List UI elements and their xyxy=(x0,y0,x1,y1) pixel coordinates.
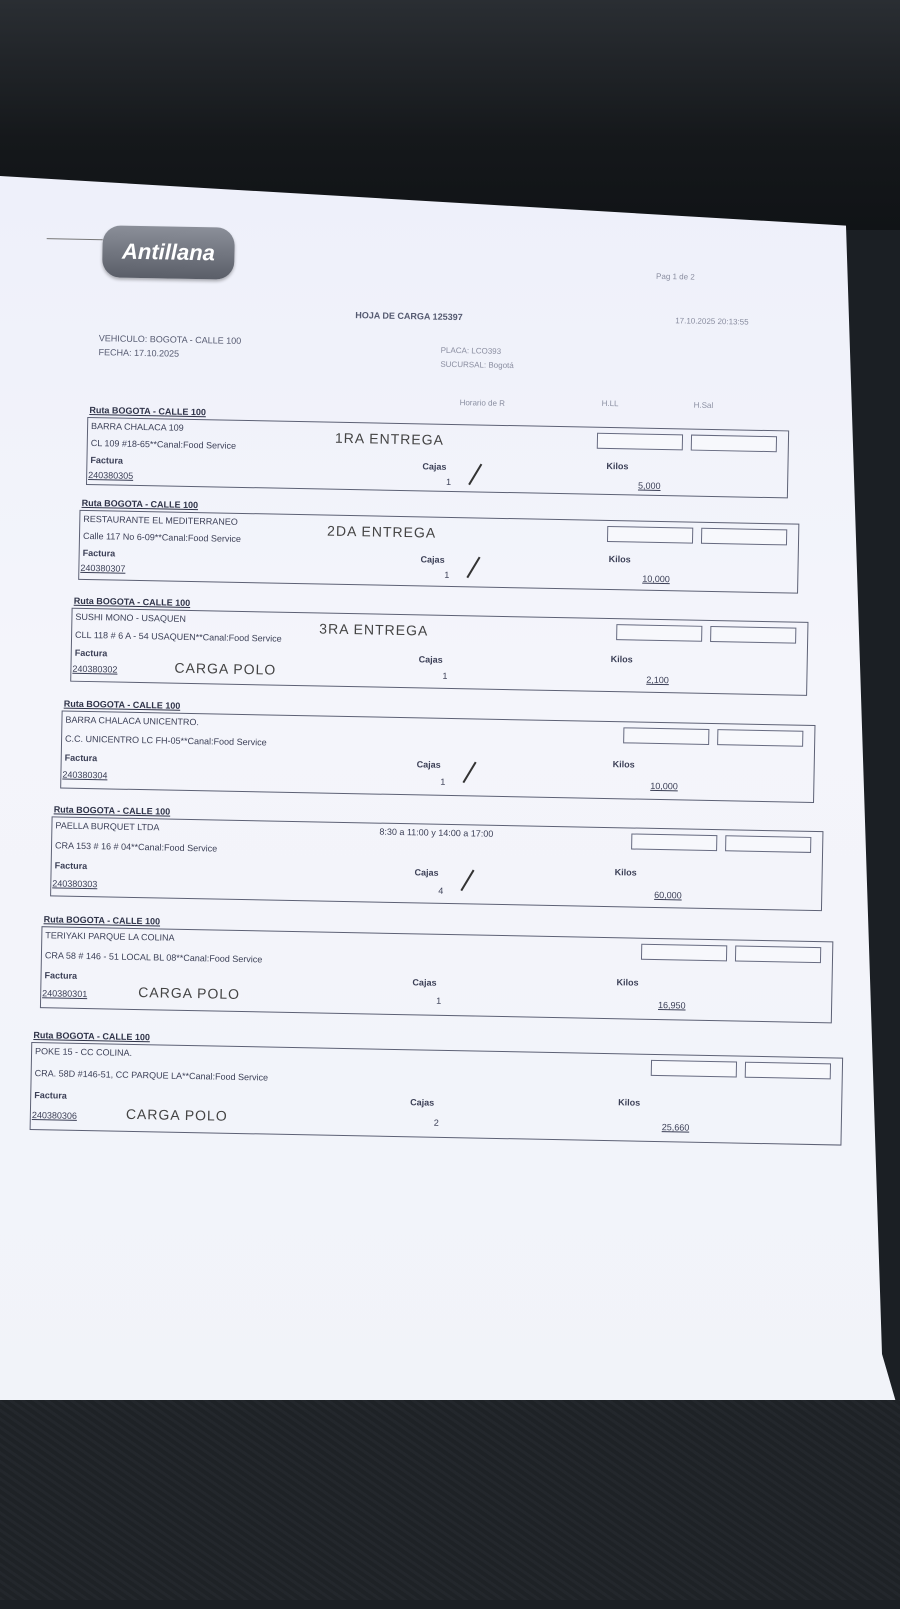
boxes-value: 1 xyxy=(440,776,446,787)
boxes-label: Cajas xyxy=(420,554,445,565)
order-client: TERIYAKI PARQUE LA COLINA xyxy=(45,930,175,943)
invoice-number: 240380301 xyxy=(42,988,88,1000)
order-route: Ruta BOGOTA - CALLE 100 xyxy=(73,595,191,608)
boxes-label: Cajas xyxy=(414,867,439,878)
order-address: CL 109 #18-65**Canal:Food Service xyxy=(90,438,237,451)
arrival-time-cell[interactable] xyxy=(631,833,717,851)
vehicle-line xyxy=(99,333,242,346)
kilos-label: Kilos xyxy=(612,759,635,770)
column-hll: H.LL xyxy=(601,398,619,409)
invoice-number: 240380307 xyxy=(80,562,126,574)
boxes-value: 1 xyxy=(446,476,452,487)
date-label: FECHA: xyxy=(98,347,132,358)
order-route: Ruta BOGOTA - CALLE 100 xyxy=(43,914,161,927)
vehicle-label: VEHICULO: xyxy=(98,333,148,345)
delivery-window: 8:30 a 11:00 y 14:00 a 17:00 xyxy=(379,826,494,839)
arrival-time-cell[interactable] xyxy=(641,944,727,962)
order-route: Ruta BOGOTA - CALLE 100 xyxy=(63,698,181,711)
kilos-value: 60,000 xyxy=(654,889,682,901)
page-number: Pag 1 de 2 xyxy=(656,271,695,282)
plate-value: LCO393 xyxy=(471,346,502,356)
invoice-number: 240380305 xyxy=(88,469,134,481)
order-address: C.C. UNICENTRO LC FH-05**Canal:Food Service xyxy=(65,733,267,748)
departure-time-cell[interactable] xyxy=(710,626,796,644)
invoice-label: Factura xyxy=(82,547,116,559)
boxes-value: 4 xyxy=(438,885,444,896)
handwritten-carga-polo: CARGA POLO xyxy=(125,1105,228,1124)
document-title: HOJA DE CARGA 125397 xyxy=(355,310,463,323)
plate-label: PLACA: xyxy=(440,345,470,356)
branch-line xyxy=(440,360,514,370)
order-client: RESTAURANTE EL MEDITERRANEO xyxy=(83,513,238,527)
company-logo: Antillana xyxy=(102,225,235,280)
branch-label: SUCURSAL: xyxy=(440,359,487,370)
kilos-label: Kilos xyxy=(606,460,629,472)
order-route: Ruta BOGOTA - CALLE 100 xyxy=(53,804,171,817)
kilos-label: Kilos xyxy=(608,554,631,565)
order-client: PAELLA BURQUET LTDA xyxy=(55,820,160,833)
boxes-label: Cajas xyxy=(412,977,437,988)
invoice-number: 240380302 xyxy=(72,663,118,675)
handwritten-delivery-order: 1RA ENTREGA xyxy=(334,429,445,448)
kilos-value: 10,000 xyxy=(642,573,670,585)
kilos-label: Kilos xyxy=(610,654,633,665)
invoice-label: Factura xyxy=(64,752,98,764)
kilos-label: Kilos xyxy=(618,1097,641,1108)
handwritten-delivery-order: 2DA ENTREGA xyxy=(326,522,437,541)
arrival-time-cell[interactable] xyxy=(651,1060,737,1078)
arrival-time-cell[interactable] xyxy=(616,624,702,642)
invoice-number: 240380303 xyxy=(52,878,98,890)
boxes-label: Cajas xyxy=(422,461,447,472)
invoice-number: 240380306 xyxy=(31,1110,78,1121)
order-client: BARRA CHALACA UNICENTRO. xyxy=(65,714,200,728)
date-value: 17.10.2025 xyxy=(133,347,180,359)
order-client: POKE 15 - CC COLINA. xyxy=(35,1046,133,1058)
branch-value: Bogotá xyxy=(488,360,514,371)
order-block xyxy=(0,1029,895,1133)
column-hsal: H.Sal xyxy=(693,400,714,410)
kilos-value: 2,100 xyxy=(646,674,669,686)
boxes-label: Cajas xyxy=(416,759,441,770)
arrival-time-cell[interactable] xyxy=(623,727,709,745)
order-address: CRA. 58D #146-51, CC PARQUE LA**Canal:Food Service xyxy=(34,1068,269,1083)
departure-time-cell[interactable] xyxy=(691,435,777,453)
kilos-value: 5,000 xyxy=(637,480,661,491)
order-block xyxy=(2,697,900,792)
handwritten-delivery-order: 3RA ENTREGA xyxy=(319,620,429,639)
departure-time-cell[interactable] xyxy=(735,946,821,964)
boxes-value: 1 xyxy=(442,670,448,681)
column-horario: Horario de R xyxy=(459,398,506,408)
order-address: Calle 117 No 6-09**Canal:Food Service xyxy=(82,530,241,544)
arrival-time-cell[interactable] xyxy=(607,526,693,544)
arrival-time-cell[interactable] xyxy=(597,433,683,451)
invoice-label: Factura xyxy=(74,647,108,659)
logo-rule xyxy=(47,238,103,240)
invoice-label: Factura xyxy=(90,455,124,466)
handwritten-carga-polo: CARGA POLO xyxy=(138,984,241,1003)
boxes-value: 1 xyxy=(444,569,450,580)
order-route: Ruta BOGOTA - CALLE 100 xyxy=(89,405,207,418)
kilos-value: 10,000 xyxy=(650,780,678,792)
boxes-label: Cajas xyxy=(410,1097,435,1108)
vehicle-value: BOGOTA - CALLE 100 xyxy=(149,334,242,346)
invoice-label: Factura xyxy=(44,970,78,981)
departure-time-cell[interactable] xyxy=(717,729,803,747)
order-address: CRA 153 # 16 # 04**Canal:Food Service xyxy=(54,840,218,854)
invoice-number: 240380304 xyxy=(62,769,108,781)
boxes-value: 1 xyxy=(436,995,442,1006)
kilos-value: 25,660 xyxy=(661,1122,690,1133)
invoice-label: Factura xyxy=(34,1090,67,1101)
order-block xyxy=(8,400,900,491)
order-address: CRA 58 # 146 - 51 LOCAL BL 08**Canal:Food Service xyxy=(44,950,263,965)
order-route: Ruta BOGOTA - CALLE 100 xyxy=(81,497,199,511)
handwritten-carga-polo: CARGA POLO xyxy=(174,659,277,678)
departure-time-cell[interactable] xyxy=(745,1062,831,1080)
date-line xyxy=(98,347,179,359)
invoice-label: Factura xyxy=(54,860,88,872)
kilos-label: Kilos xyxy=(616,977,639,988)
order-client: SUSHI MONO - USAQUEN xyxy=(75,611,187,624)
order-block xyxy=(0,913,898,1011)
order-box xyxy=(30,1042,844,1146)
order-address: CLL 118 # 6 A - 54 USAQUEN**Canal:Food Service xyxy=(75,629,282,644)
kilos-value: 16,950 xyxy=(658,1000,686,1011)
order-route: Ruta BOGOTA - CALLE 100 xyxy=(33,1030,151,1043)
order-block xyxy=(6,496,900,585)
boxes-value: 2 xyxy=(433,1117,439,1128)
order-block xyxy=(0,803,900,901)
departure-time-cell[interactable] xyxy=(701,528,787,546)
order-box xyxy=(86,417,789,498)
departure-time-cell[interactable] xyxy=(725,835,811,853)
kilos-label: Kilos xyxy=(614,867,637,878)
order-client: BARRA CHALACA 109 xyxy=(91,421,184,433)
boxes-label: Cajas xyxy=(418,654,443,665)
print-datetime: 17.10.2025 20:13:55 xyxy=(675,316,749,327)
plate-line xyxy=(441,346,502,356)
order-block xyxy=(4,594,900,686)
